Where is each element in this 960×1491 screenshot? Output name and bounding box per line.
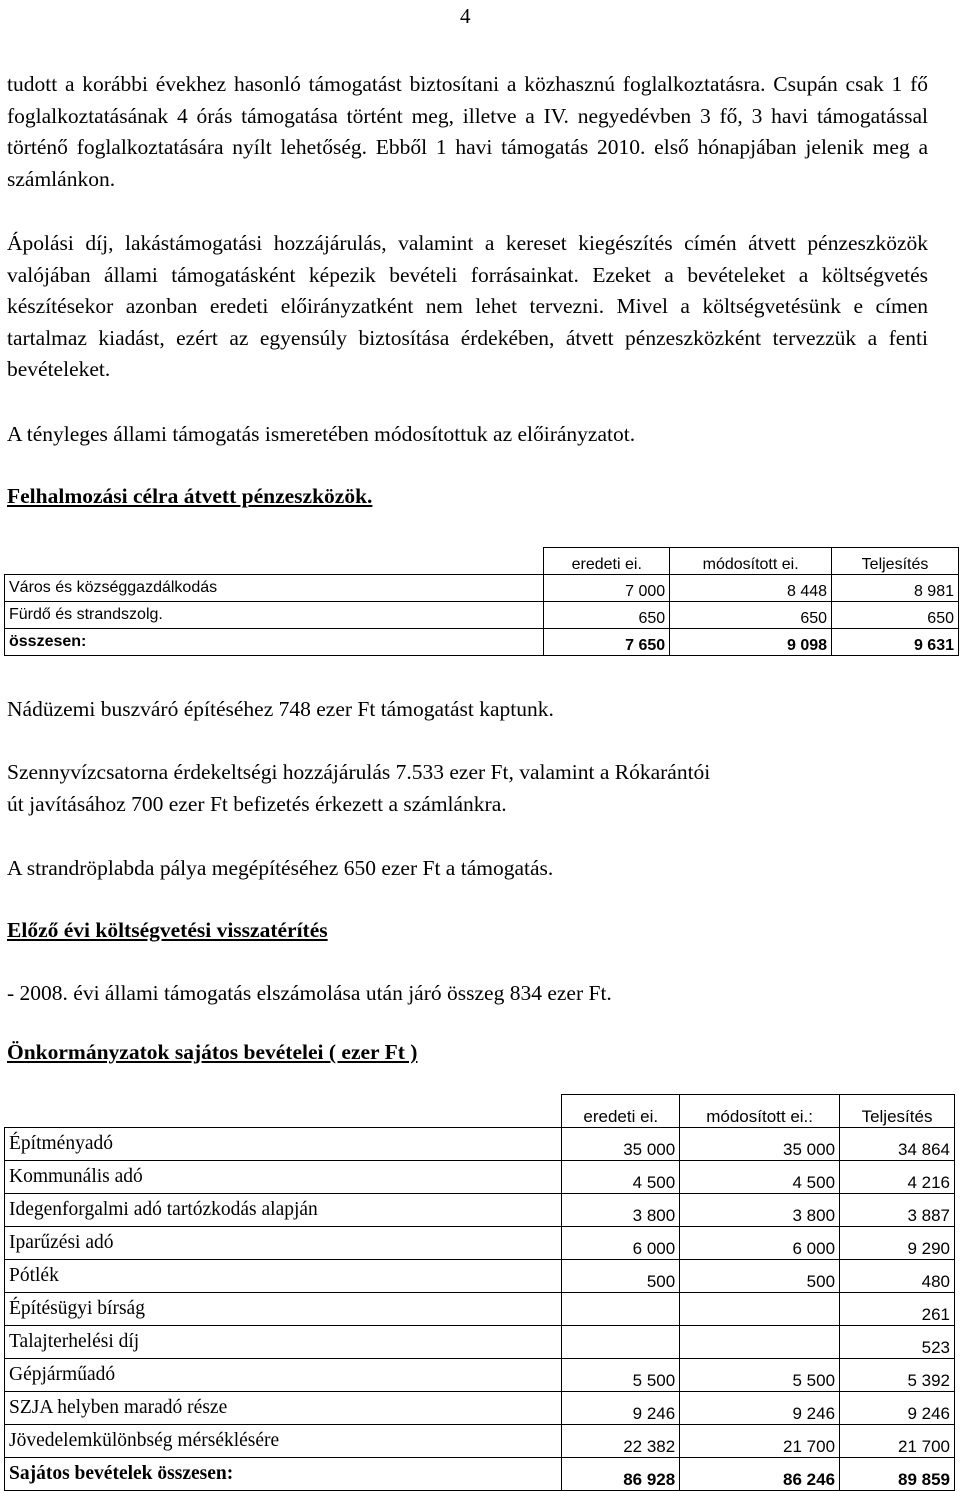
header-original: eredeti ei. [544, 548, 670, 575]
table-row [5, 1392, 955, 1425]
cell-modified: 4 500 [680, 1161, 840, 1194]
cell-original: 7 650 [544, 629, 670, 656]
row-label: Város és községgazdálkodás [5, 575, 544, 602]
table-header-row [5, 1095, 955, 1128]
header-fulfilment: Teljesítés [832, 548, 959, 575]
cell-fulfilment: 9 246 [840, 1392, 955, 1425]
table-header-row [5, 548, 959, 575]
note-sewer-contribution: Szennyvízcsatorna érdekeltségi hozzájárulás 7.533 ezer Ft, valamint a Rókarántói [7, 760, 711, 784]
cell-original: 3 800 [562, 1194, 680, 1227]
row-label: Idegenforgalmi adó tartózkodás alapján [5, 1194, 562, 1227]
row-label: Gépjárműadó [5, 1359, 562, 1392]
section-heading-own-revenues [7, 1040, 417, 1065]
cell-modified: 21 700 [680, 1425, 840, 1458]
cell-fulfilment: 4 216 [840, 1161, 955, 1194]
note-bus-shelter: Nádüzemi buszváró építéséhez 748 ezer Ft támogatást kaptunk. [7, 697, 554, 721]
table-total-row [5, 1458, 955, 1491]
cell-original: 4 500 [562, 1161, 680, 1194]
table-row [5, 1359, 955, 1392]
cell-original: 500 [562, 1260, 680, 1293]
cell-modified: 9 098 [670, 629, 832, 656]
cell-original: 35 000 [562, 1128, 680, 1161]
cell-fulfilment: 480 [840, 1260, 955, 1293]
table-row [5, 1293, 955, 1326]
cell-original: 86 928 [562, 1458, 680, 1491]
cell-modified: 9 246 [680, 1392, 840, 1425]
cell-modified: 5 500 [680, 1359, 840, 1392]
heading-own-revenues-unit: ( ezer Ft ) [323, 1040, 418, 1064]
cell-original: 22 382 [562, 1425, 680, 1458]
refund-text: - 2008. évi állami támogatás elszámolása után járó összeg 834 ezer Ft. [7, 981, 612, 1005]
cell-modified: 500 [680, 1260, 840, 1293]
table-row [5, 575, 959, 602]
cell-original: 5 500 [562, 1359, 680, 1392]
row-label: Építményadó [5, 1128, 562, 1161]
cell-original: 650 [544, 602, 670, 629]
table-row [5, 602, 959, 629]
cell-original: 7 000 [544, 575, 670, 602]
table-row [5, 1161, 955, 1194]
table-row [5, 1260, 955, 1293]
cell-original [562, 1326, 680, 1359]
row-label: Pótlék [5, 1260, 562, 1293]
cell-modified [680, 1293, 840, 1326]
header-fulfilment: Teljesítés [840, 1095, 955, 1128]
row-label: Fürdő és strandszolg. [5, 602, 544, 629]
cell-fulfilment: 21 700 [840, 1425, 955, 1458]
cell-modified: 86 246 [680, 1458, 840, 1491]
cell-original [562, 1293, 680, 1326]
row-label: összesen: [5, 629, 544, 656]
cell-fulfilment: 8 981 [832, 575, 959, 602]
cell-modified: 8 448 [670, 575, 832, 602]
cell-fulfilment: 34 864 [840, 1128, 955, 1161]
cell-modified: 6 000 [680, 1227, 840, 1260]
row-label: Iparűzési adó [5, 1227, 562, 1260]
page-number: 4 [460, 4, 471, 28]
cell-original: 9 246 [562, 1392, 680, 1425]
cell-modified: 35 000 [680, 1128, 840, 1161]
paragraph-appropriation-modified: A tényleges állami támogatás ismeretében módosítottuk az előirányzatot. [7, 422, 636, 446]
cell-modified: 3 800 [680, 1194, 840, 1227]
cell-original: 6 000 [562, 1227, 680, 1260]
table-total-row [5, 629, 959, 656]
cell-fulfilment: 3 887 [840, 1194, 955, 1227]
cell-fulfilment: 5 392 [840, 1359, 955, 1392]
row-label: Építésügyi bírság [5, 1293, 562, 1326]
cell-modified [680, 1326, 840, 1359]
own-revenues-table [4, 1094, 955, 1491]
cell-fulfilment: 650 [832, 602, 959, 629]
cell-fulfilment: 9 631 [832, 629, 959, 656]
note-road-repair: út javításához 700 ezer Ft befizetés érkezett a számlánkra. [7, 792, 507, 816]
capital-transfers-table [4, 547, 959, 656]
header-original: eredeti ei. [562, 1095, 680, 1128]
header-modified: módosított ei.: [680, 1095, 840, 1128]
row-label: Sajátos bevételek összesen: [5, 1458, 562, 1491]
table-row [5, 1425, 955, 1458]
row-label: SZJA helyben maradó része [5, 1392, 562, 1425]
table-row [5, 1128, 955, 1161]
paragraph-public-employment: tudott a korábbi évekhez hasonló támogatást biztosítani a közhasznú foglalkoztatásra. Csupán csak 1 fő foglalkoztatásának 4 órás támogatása történt meg, illetve a IV. negyedévben 3 fő, 3 havi támogatással történő foglalkoztatására nyílt lehetőség. Ebből 1 havi támogatás 2010. első hónapjában jelenik meg a számlánkon. [7, 72, 928, 191]
row-label: Talajterhelési díj [5, 1326, 562, 1359]
cell-modified: 650 [670, 602, 832, 629]
row-label: Kommunális adó [5, 1161, 562, 1194]
header-modified: módosított ei. [670, 548, 832, 575]
section-heading-capital-transfers: Felhalmozási célra átvett pénzeszközök. [7, 484, 373, 508]
section-heading-refund: Előző évi költségvetési visszatérítés [7, 918, 328, 942]
table-row [5, 1227, 955, 1260]
table-row [5, 1194, 955, 1227]
row-label: Jövedelemkülönbség mérséklésére [5, 1425, 562, 1458]
cell-fulfilment: 261 [840, 1293, 955, 1326]
table-row [5, 1326, 955, 1359]
cell-fulfilment: 523 [840, 1326, 955, 1359]
heading-own-revenues-title: Önkormányzatok sajátos bevételei [7, 1040, 324, 1064]
paragraph-care-allowance: Ápolási díj, lakástámogatási hozzájárulás, valamint a kereset kiegészítés címén átvett pénzeszközök valójában állami támogatásként képezik bevételi forrásainkat. Ezeket a bevételeket a költségvetés készítésekor azonban eredeti előirányzatként nem lehet tervezni. Mivel a költségvetésünk e címen tartalmaz kiadást, ezért az egyensúly biztosítása érdekében, átvett pénzeszközként tervezzük a fenti bevételeket. [7, 231, 928, 381]
note-volleyball-court: A strandröplabda pálya megépítéséhez 650 ezer Ft a támogatás. [7, 856, 554, 880]
cell-fulfilment: 89 859 [840, 1458, 955, 1491]
cell-fulfilment: 9 290 [840, 1227, 955, 1260]
